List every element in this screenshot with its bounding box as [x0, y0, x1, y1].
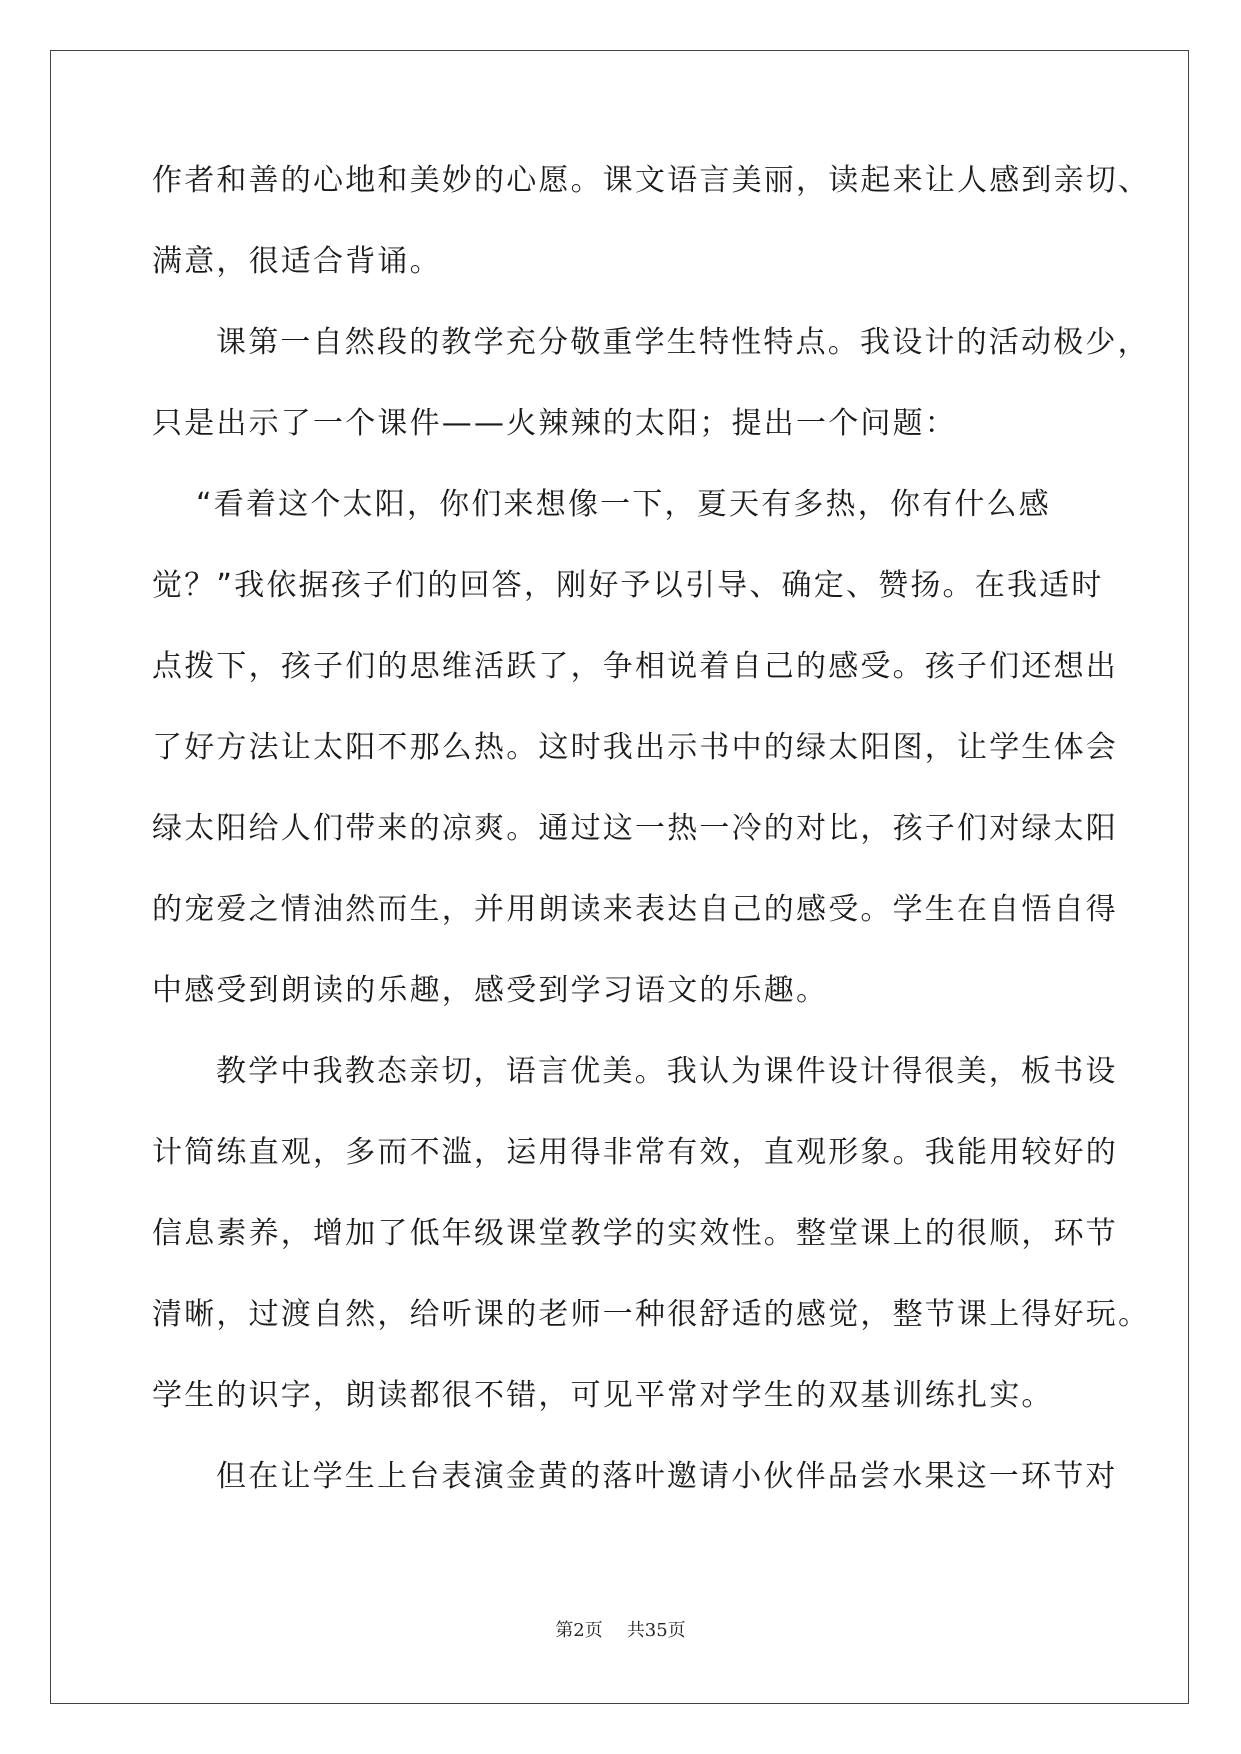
- text-line: 学生的识字，朗读都很不错，可见平常对学生的双基训练扎实。: [152, 1378, 1054, 1413]
- text-line: 觉？”我依据孩子们的回答，刚好予以引导、确定、赞扬。在我适时: [152, 568, 1104, 603]
- page-number: 第2页: [555, 1620, 603, 1641]
- paragraph-start-line: 但在让学生上台表演金黄的落叶邀请小伙伴品尝水果这一环节对: [216, 1459, 1118, 1494]
- paragraph-start-line: “看着这个太阳，你们来想像一下，夏天有多热，你有什么感: [196, 487, 1051, 522]
- page-footer: [0, 1616, 1241, 1642]
- text-line: 点拨下，孩子们的思维活跃了，争相说着自己的感受。孩子们还想出: [152, 649, 1118, 684]
- text-line: 作者和善的心地和美妙的心愿。课文语言美丽，读起来让人感到亲切、: [152, 163, 1151, 198]
- text-line: 绿太阳给人们带来的凉爽。通过这一热一冷的对比，孩子们对绿太阳: [152, 811, 1118, 846]
- paragraph-start-line: 课第一自然段的教学充分敬重学生特性特点。我设计的活动极少，: [216, 325, 1150, 360]
- page-total: 共35页: [626, 1620, 686, 1641]
- text-line: 计简练直观，多而不滥，运用得非常有效，直观形象。我能用较好的: [152, 1135, 1118, 1170]
- text-line: 信息素养，增加了低年级课堂教学的实效性。整堂课上的很顺，环节: [152, 1216, 1118, 1251]
- paragraph-start-line: 教学中我教态亲切，语言优美。我认为课件设计得很美，板书设: [216, 1054, 1118, 1089]
- document-body: [152, 140, 1151, 1517]
- text-line: 中感受到朗读的乐趣，感受到学习语文的乐趣。: [152, 973, 829, 1008]
- text-line: 只是出示了一个课件——火辣辣的太阳；提出一个问题：: [152, 406, 957, 441]
- text-line: 的宠爱之情油然而生，并用朗读来表达自己的感受。学生在自悟自得: [152, 892, 1118, 927]
- text-line: 满意，很适合背诵。: [152, 244, 442, 279]
- text-line: 清晰，过渡自然，给听课的老师一种很舒适的感觉，整节课上得好玩。: [152, 1297, 1151, 1332]
- text-line: 了好方法让太阳不那么热。这时我出示书中的绿太阳图，让学生体会: [152, 730, 1118, 765]
